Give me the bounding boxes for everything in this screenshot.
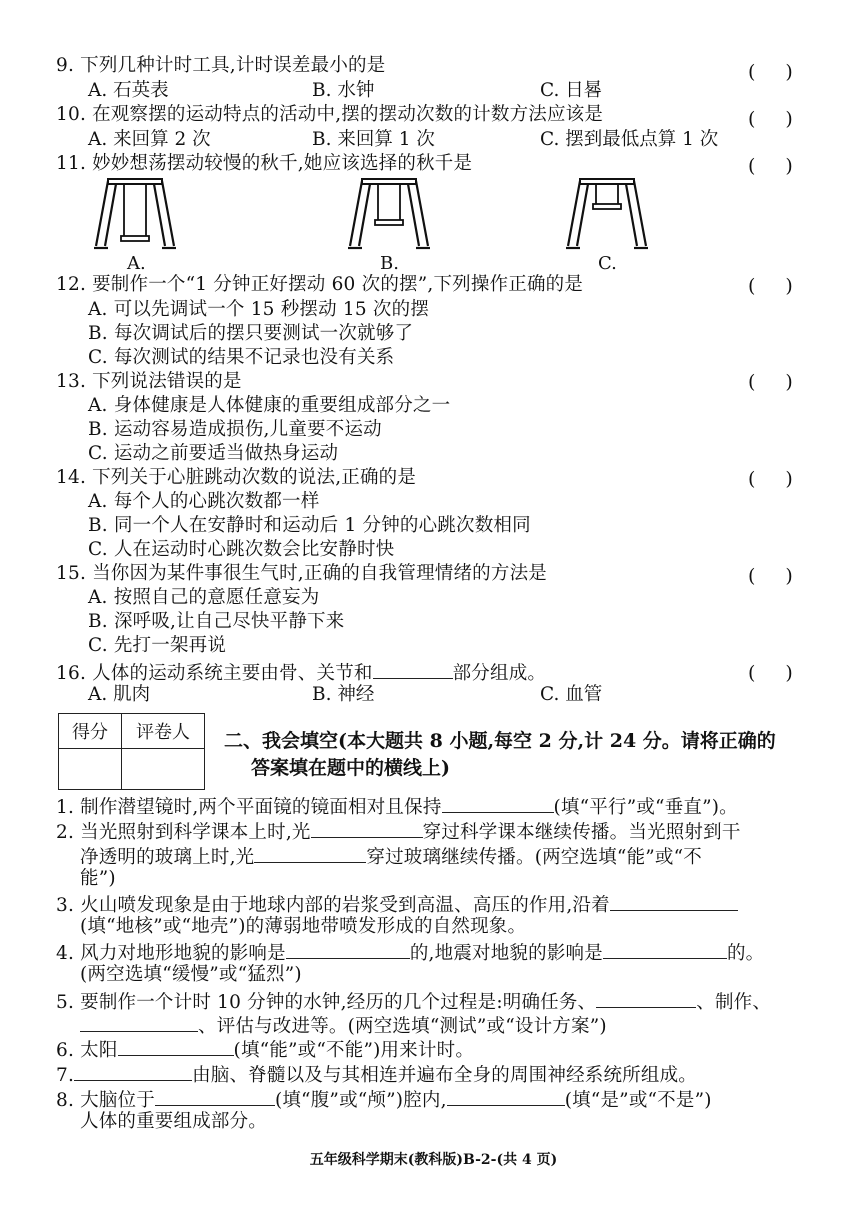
question-12-option-a: A. 可以先调试一个 15 秒摆动 15 次的摆 — [88, 299, 430, 320]
fill-4-line-1: 4. 风力对地形地貌的影响是 的,地震对地貌的影响是 的。 — [56, 939, 764, 966]
question-9-option-a: A. 石英表 — [88, 80, 169, 101]
grader-cell[interactable] — [122, 749, 205, 790]
answer-blank[interactable] — [447, 1086, 565, 1106]
question-13-option-c: C. 运动之前要适当做热身运动 — [88, 443, 339, 464]
fill-2-line-2: 净透明的玻璃上时,光 穿过玻璃继续传播。(两空选填“能”或“不 — [80, 843, 702, 870]
answer-blank[interactable] — [80, 1012, 198, 1032]
answer-blank[interactable] — [373, 659, 453, 679]
answer-paren: ( ) — [748, 61, 793, 83]
question-15-option-c: C. 先打一架再说 — [88, 635, 227, 656]
question-9-stem: 9. 下列几种计时工具,计时误差最小的是 — [56, 55, 386, 76]
swing-a-image — [94, 176, 176, 252]
score-table — [58, 713, 205, 790]
question-9-option-c: C. 日晷 — [540, 80, 603, 101]
question-16-option-a: A. 肌肉 — [88, 684, 151, 705]
question-16-option-c: C. 血管 — [540, 684, 603, 705]
fill-7: 7. 由脑、脊髓以及与其相连并遍布全身的周围神经系统所组成。 — [56, 1061, 697, 1088]
fill-3-line-1: 3. 火山喷发现象是由于地球内部的岩浆受到高温、高压的作用,沿着 — [56, 891, 738, 918]
fill-4-line-2: (两空选填“缓慢”或“猛烈”) — [80, 964, 302, 985]
question-12-option-c: C. 每次测试的结果不记录也没有关系 — [88, 347, 395, 368]
answer-paren: ( ) — [748, 468, 793, 490]
section-2-title-line-2: 答案填在题中的横线上) — [251, 757, 450, 779]
swing-c-image — [566, 176, 648, 252]
question-9-option-b: B. 水钟 — [312, 80, 375, 101]
question-10-option-b: B. 来回算 1 次 — [312, 129, 435, 150]
question-15-stem: 15. 当你因为某件事很生气时,正确的自我管理情绪的方法是 — [56, 563, 547, 584]
answer-blank[interactable] — [155, 1086, 275, 1106]
answer-blank[interactable] — [118, 1036, 234, 1056]
answer-paren: ( ) — [748, 155, 793, 177]
question-13-stem: 13. 下列说法错误的是 — [56, 371, 242, 392]
fill-8-line-2: 人体的重要组成部分。 — [80, 1111, 268, 1132]
answer-paren: ( ) — [748, 565, 793, 587]
fill-6: 6. 太阳 (填“能”或“不能”)用来计时。 — [56, 1036, 474, 1063]
question-16-option-b: B. 神经 — [312, 684, 375, 705]
answer-paren: ( ) — [748, 662, 793, 684]
question-14-option-a: A. 每个人的心跳次数都一样 — [88, 491, 320, 512]
swing-c-label: C. — [598, 253, 617, 274]
question-14-option-c: C. 人在运动时心跳次数会比安静时快 — [88, 539, 395, 560]
answer-blank[interactable] — [596, 988, 696, 1008]
answer-blank[interactable] — [311, 818, 423, 838]
answer-paren: ( ) — [748, 108, 793, 130]
answer-paren: ( ) — [748, 371, 793, 393]
answer-blank[interactable] — [286, 939, 410, 959]
question-14-option-b: B. 同一个人在安静时和运动后 1 分钟的心跳次数相同 — [88, 515, 531, 536]
answer-blank[interactable] — [254, 843, 366, 863]
fill-3-line-2: (填“地核”或“地壳”)的薄弱地带喷发形成的自然现象。 — [80, 916, 527, 937]
score-header: 得分 — [59, 714, 122, 749]
fill-5-line-1: 5. 要制作一个计时 10 分钟的水钟,经历的几个过程是:明确任务、 、制作、 — [56, 988, 771, 1015]
answer-blank[interactable] — [442, 793, 554, 813]
answer-paren: ( ) — [748, 275, 793, 297]
grader-header: 评卷人 — [122, 714, 205, 749]
section-2-title-line-1: 二、我会填空(本大题共 8 小题,每空 2 分,计 24 分。请将正确的 — [224, 730, 776, 752]
answer-blank[interactable] — [603, 939, 727, 959]
question-12-option-b: B. 每次调试后的摆只要测试一次就够了 — [88, 323, 414, 344]
question-16-stem: 16. 人体的运动系统主要由骨、关节和 部分组成。 — [56, 659, 546, 686]
question-10-option-c: C. 摆到最低点算 1 次 — [540, 129, 719, 150]
fill-2-line-3: 能”) — [80, 868, 116, 889]
section-2-title — [224, 728, 776, 782]
question-14-stem: 14. 下列关于心脏跳动次数的说法,正确的是 — [56, 467, 417, 488]
answer-blank[interactable] — [74, 1061, 192, 1081]
question-15-option-a: A. 按照自己的意愿任意妄为 — [88, 587, 320, 608]
swing-a-label: A. — [127, 253, 146, 274]
question-11-stem: 11. 妙妙想荡摆动较慢的秋千,她应该选择的秋千是 — [56, 153, 473, 174]
question-10-stem: 10. 在观察摆的运动特点的活动中,摆的摆动次数的计数方法应该是 — [56, 104, 604, 125]
fill-2-line-1: 2. 当光照射到科学课本上时,光 穿过科学课本继续传播。当光照射到干 — [56, 818, 741, 845]
question-13-option-a: A. 身体健康是人体健康的重要组成部分之一 — [88, 395, 451, 416]
answer-blank[interactable] — [610, 891, 738, 911]
swing-b-label: B. — [380, 253, 399, 274]
swing-b-image — [348, 176, 430, 252]
fill-8-line-1: 8. 大脑位于 (填“腹”或“颅”)腔内, (填“是”或“不是”) — [56, 1086, 712, 1113]
question-13-option-b: B. 运动容易造成损伤,儿童要不运动 — [88, 419, 382, 440]
question-10-option-a: A. 来回算 2 次 — [88, 129, 211, 150]
fill-5-line-2: 、评估与改进等。(两空选填“测试”或“设计方案”) — [80, 1012, 607, 1039]
question-12-stem: 12. 要制作一个“1 分钟正好摆动 60 次的摆”,下列操作正确的是 — [56, 274, 584, 295]
score-cell[interactable] — [59, 749, 122, 790]
question-15-option-b: B. 深呼吸,让自己尽快平静下来 — [88, 611, 345, 632]
fill-1: 1. 制作潜望镜时,两个平面镜的镜面相对且保持 (填“平行”或“垂直”)。 — [56, 793, 738, 820]
page-footer: 五年级科学期末(教科版)B-2-(共 4 页) — [309, 1152, 558, 1168]
